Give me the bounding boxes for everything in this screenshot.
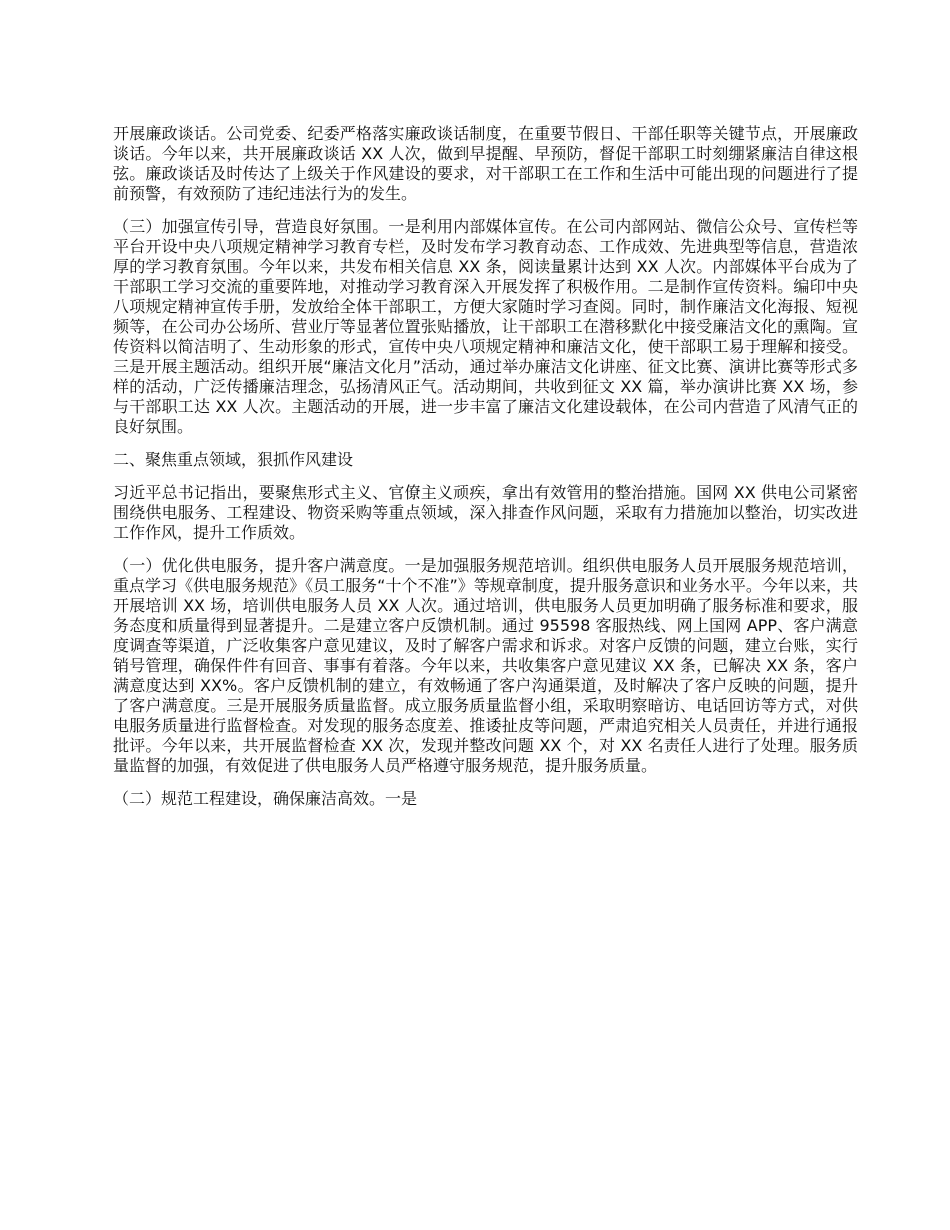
document-body [113, 124, 858, 822]
paragraph-engineering: （二）规范工程建设，确保廉洁高效。一是 [113, 789, 418, 808]
paragraph-power-service: （一）优化供电服务，提升客户满意度。一是加强服务规范培训。组织供电服务人员开展服务规范培训，重点学习《供电服务规范》《员工服务“十个不准”》等规章制度，提升服务意识和业务水平。今年以来，共开展培训 XX 场，培训供电服务人员 XX 人次。通过培训，供电服务人员更加明确了服务标准和要求，服务态度和质量得到显著提升。二是建立客户反馈机制。通过 95598 客服热线、网上国网 APP、客户满意度调查等渠道，广泛收集客户意见建议，及时了解客户需求和诉求。对客户反馈的问题，建立台账，实行销号管理，确保件件有回音、事事有着落。今年以来，共收集客户意见建议 XX 条，已解决 XX 条，客户满意度达到 XX%。客户反馈机制的建立，有效畅通了客户沟通渠道，及时解决了客户反映的问题，提升了客户满意度。三是开展服务质量监督。成立服务质量监督小组，采取明察暗访、电话回访等方式，对供电服务质量进行监督检查。对发现的服务态度差、推诿扯皮等问题，严肃追究相关人员责任，并进行通报批评。今年以来，共开展监督检查 XX 次，发现并整改问题 XX 个，对 XX 名责任人进行了处理。服务质量监督的加强，有效促进了供电服务人员严格遵守服务规范，提升服务质量。 [113, 556, 858, 775]
paragraph-publicity: （三）加强宣传引导，营造良好氛围。一是利用内部媒体宣传。在公司内部网站、微信公众号、宣传栏等平台开设中央八项规定精神学习教育专栏，及时发布学习教育动态、工作成效、先进典型等信息，营造浓厚的学习教育氛围。今年以来，共发布相关信息 XX 条，阅读量累计达到 XX 人次。内部媒体平台成为了干部职工学习交流的重要阵地，对推动学习教育深入开展发挥了积极作用。二是制作宣传资料。编印中央八项规定精神宣传手册，发放给全体干部职工，方便大家随时学习查阅。同时，制作廉洁文化海报、短视频等，在公司办公场所、营业厅等显著位置张贴播放，让干部职工在潜移默化中接受廉洁文化的熏陶。宣传资料以简洁明了、生动形象的形式，宣传中央八项规定精神和廉洁文化，使干部职工易于理解和接受。三是开展主题活动。组织开展“廉洁文化月”活动，通过举办廉洁文化讲座、征文比赛、演讲比赛等形式多样的活动，广泛传播廉洁理念，弘扬清风正气。活动期间，共收到征文 XX 篇，举办演讲比赛 XX 场，参与干部职工达 XX 人次。主题活动的开展，进一步丰富了廉洁文化建设载体，在公司内营造了风清气正的良好氛围。 [113, 217, 858, 436]
paragraph-talks: 开展廉政谈话。公司党委、纪委严格落实廉政谈话制度，在重要节假日、干部任职等关键节点，开展廉政谈话。今年以来，共开展廉政谈话 XX 人次，做到早提醒、早预防，督促干部职工时刻绷紧廉洁自律这根弦。廉政谈话及时传达了上级关于作风建设的要求，对干部职工在工作和生活中可能出现的问题进行了提前预警，有效预防了违纪违法行为的发生。 [113, 124, 858, 203]
paragraph-section-intro: 习近平总书记指出，要聚焦形式主义、官僚主义顽疾，拿出有效管用的整治措施。国网 XX 供电公司紧密围绕供电服务、工程建设、物资采购等重点领域，深入排查作风问题，采取有力措施加以整治，切实改进工作作风，提升工作质效。 [113, 483, 858, 542]
section-heading-2: 二、聚焦重点领域，狠抓作风建设 [113, 450, 354, 469]
